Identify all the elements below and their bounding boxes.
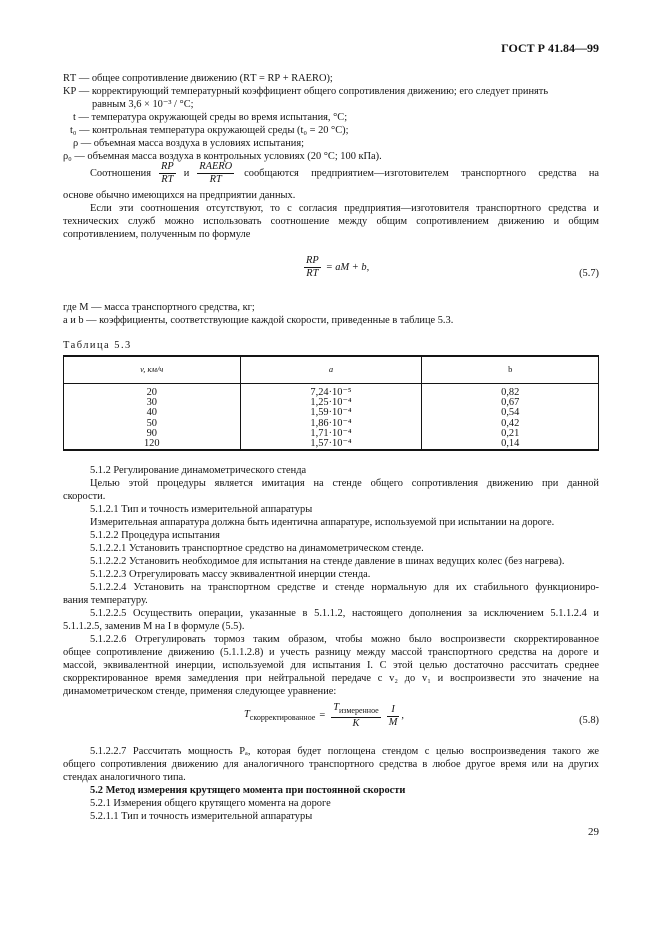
paragraph-line: 5.1.2.2.7 Рассчитать мощность Pₐ, которая будет поглощена стендом с целью воспроизведения такого же <box>90 746 599 757</box>
paragraph-line: сопротивлением, полученным по формуле <box>63 229 251 240</box>
paragraph-line: скорости. <box>63 491 106 502</box>
table-cell: 0,42 <box>422 419 599 429</box>
paragraph-line: Целью этой процедуры является имитация на стенде общего сопротивления движению при данной <box>90 478 599 489</box>
table-cell: 90 <box>64 429 241 439</box>
eq58-fraction-2: $\frac{I}{M}$ <box>388 703 398 728</box>
ratio-fraction-1: $\frac{RР}{RТ}$ <box>161 161 174 185</box>
section-heading: 5.2.1 Измерения общего крутящего момента на дороге <box>90 798 331 809</box>
table-cell: 0,21 <box>422 429 599 439</box>
eq58-end: , <box>401 710 404 722</box>
table-cell: 20 <box>64 384 241 399</box>
eq58-lhs: $T_{скорректированное}$ <box>244 708 316 722</box>
paragraph-line: общего сопротивления движению для аналогичного транспортного средства в любое другое время или на других <box>63 759 599 770</box>
table-cell: 0,67 <box>422 398 599 408</box>
table-cell: 0,14 <box>422 439 599 450</box>
definition-line: t — температура окружающей среды во время испытания, °С; <box>73 112 348 123</box>
paragraph-line: стендах аналогичного типа. <box>63 772 186 783</box>
definition-line: ρ — объемная масса воздуха в условиях испытания; <box>73 138 304 149</box>
table-cell: 1,25·10⁻⁴ <box>240 398 422 408</box>
table-cell: 1,86·10⁻⁴ <box>240 419 422 429</box>
ratio-and: и <box>183 167 190 179</box>
table-row <box>64 384 599 399</box>
equation-5-7 <box>302 255 369 280</box>
paragraph-line: 5.1.2.2.2 Установить необходимое для испытания на стенде давление в шинах ведущих колес (без нагрева). <box>90 556 565 567</box>
paragraph-line: 5.1.2.2.5 Осуществить операции, указанные в 5.1.1.2, настоящего дополнения за исключением 5.1.1.2.4 и <box>90 608 599 619</box>
section-title: 5.2 Метод измерения крутящего момента при постоянной скорости <box>90 785 406 796</box>
ratio-line-2: основе обычно имеющихся на предприятии данных. <box>63 190 296 201</box>
section-heading: 5.1.2 Регулирование динамометрического стенда <box>90 465 307 476</box>
table-row <box>64 439 599 450</box>
table-header-cell: v, км/ч <box>64 356 241 384</box>
paragraph-line: 5.1.2.2.1 Установить транспортное средство на динамометрическом стенде. <box>90 543 424 554</box>
eq57-fraction: $\frac{RР}{RТ}$ <box>306 255 319 279</box>
where-line: a и b — коэффициенты, соответствующие каждой скорости, приведенные в таблице 5.3. <box>63 315 454 326</box>
table-cell: 0,54 <box>422 408 599 418</box>
paragraph-line: динамометрическом стенде, применяя следующее уравнение: <box>63 686 337 697</box>
table-cell: 7,24·10⁻⁵ <box>240 384 422 399</box>
table-cell: 50 <box>64 419 241 429</box>
table-cell: 1,57·10⁻⁴ <box>240 439 422 450</box>
table-header-cell: b <box>422 356 599 384</box>
ratio-tail: сообщаются предприятием—изготовителем транспортного средства на <box>244 167 599 179</box>
ratio-sentence <box>90 161 599 186</box>
table-cell: 120 <box>64 439 241 450</box>
definition-line: RТ — общее сопротивление движению (RТ = RР + RАЕRО); <box>63 73 333 84</box>
section-heading: 5.1.2.1 Тип и точность измерительной аппаратуры <box>90 504 313 515</box>
paragraph-line: 5.1.2.2.4 Установить на транспортном средстве и стенде нормальную для их стабильного функциониро- <box>90 582 599 593</box>
definition-line: KР — корректирующий температурный коэффициент общего сопротивления движению; его следует принять <box>63 86 549 97</box>
paragraph-line: скорректированное время замедления при нейтральной передаче с v₂ до v₁ и воспроизвести это значение на <box>63 673 599 684</box>
table-cell: 40 <box>64 408 241 418</box>
definition-line: ρ₀ — объемная масса воздуха в контрольных условиях (20 °С; 100 кПа). <box>63 151 382 162</box>
eq57-rhs: = aM + b, <box>325 261 370 273</box>
table-cell: 1,59·10⁻⁴ <box>240 408 422 418</box>
eq58-fraction-1: $\frac{T_{измеренное}}{K}$ <box>333 702 379 730</box>
equation-number: (5.8) <box>579 715 599 726</box>
standard-header: ГОСТ Р 41.84—99 <box>501 41 599 55</box>
definition-line: t₀ — контрольная температура окружающей среды (t₀ = 20 °С); <box>70 125 349 136</box>
paragraph-line: вания температуру. <box>63 595 148 606</box>
table-cell: 1,71·10⁻⁴ <box>240 429 422 439</box>
paragraph-line: 5.1.2.2.6 Отрегулировать тормоз таким образом, чтобы можно было воспроизвести скорректированное <box>90 634 599 645</box>
table-cell: 30 <box>64 398 241 408</box>
section-heading: 5.1.2.2 Процедура испытания <box>90 530 220 541</box>
eq58-equals: = <box>319 710 326 722</box>
paragraph-line: 5.1.2.2.3 Отрегулировать массу эквивалентной инерции стенда. <box>90 569 371 580</box>
paragraph-line: 5.1.1.2.5, заменив M на I в формуле (5.5). <box>63 621 245 632</box>
equation-5-8 <box>244 702 404 730</box>
paragraph-line: Измерительная аппаратура должна быть идентична аппаратуре, используемой при испытании на дороге. <box>90 517 555 528</box>
section-heading: 5.2.1.1 Тип и точность измерительной аппаратуры <box>90 811 313 822</box>
where-line: где M — масса транспортного средства, кг; <box>63 302 255 313</box>
paragraph-line: Если эти соотношения отсутствуют, то с согласия предприятия—изготовителя транспортного средства и <box>90 203 599 214</box>
page-number: 29 <box>588 826 599 838</box>
paragraph-line: технических служб можно использовать соотношение между общим сопротивлением движению и общим <box>63 216 599 227</box>
equation-number: (5.7) <box>579 268 599 279</box>
definition-line: равным 3,6 × 10⁻³ / °С; <box>92 99 194 110</box>
table-cell: 0,82 <box>422 384 599 399</box>
paragraph-line: массой, эквивалентной инерции, используемой для испытания I. С этой целью достаточно рассчитать среднее <box>63 660 599 671</box>
ratio-lead: Соотношения <box>90 167 151 179</box>
paragraph-line: общее сопротивление движению (5.1.1.2.8) и учесть разницу между массой транспортного средства на дороге и <box>63 647 599 658</box>
coefficients-table <box>63 355 599 451</box>
ratio-fraction-2: $\frac{\text{RАЕRО}}{RТ}$ <box>199 161 233 185</box>
table-header-cell: a <box>240 356 422 384</box>
table-caption: Таблица 5.3 <box>63 340 132 351</box>
